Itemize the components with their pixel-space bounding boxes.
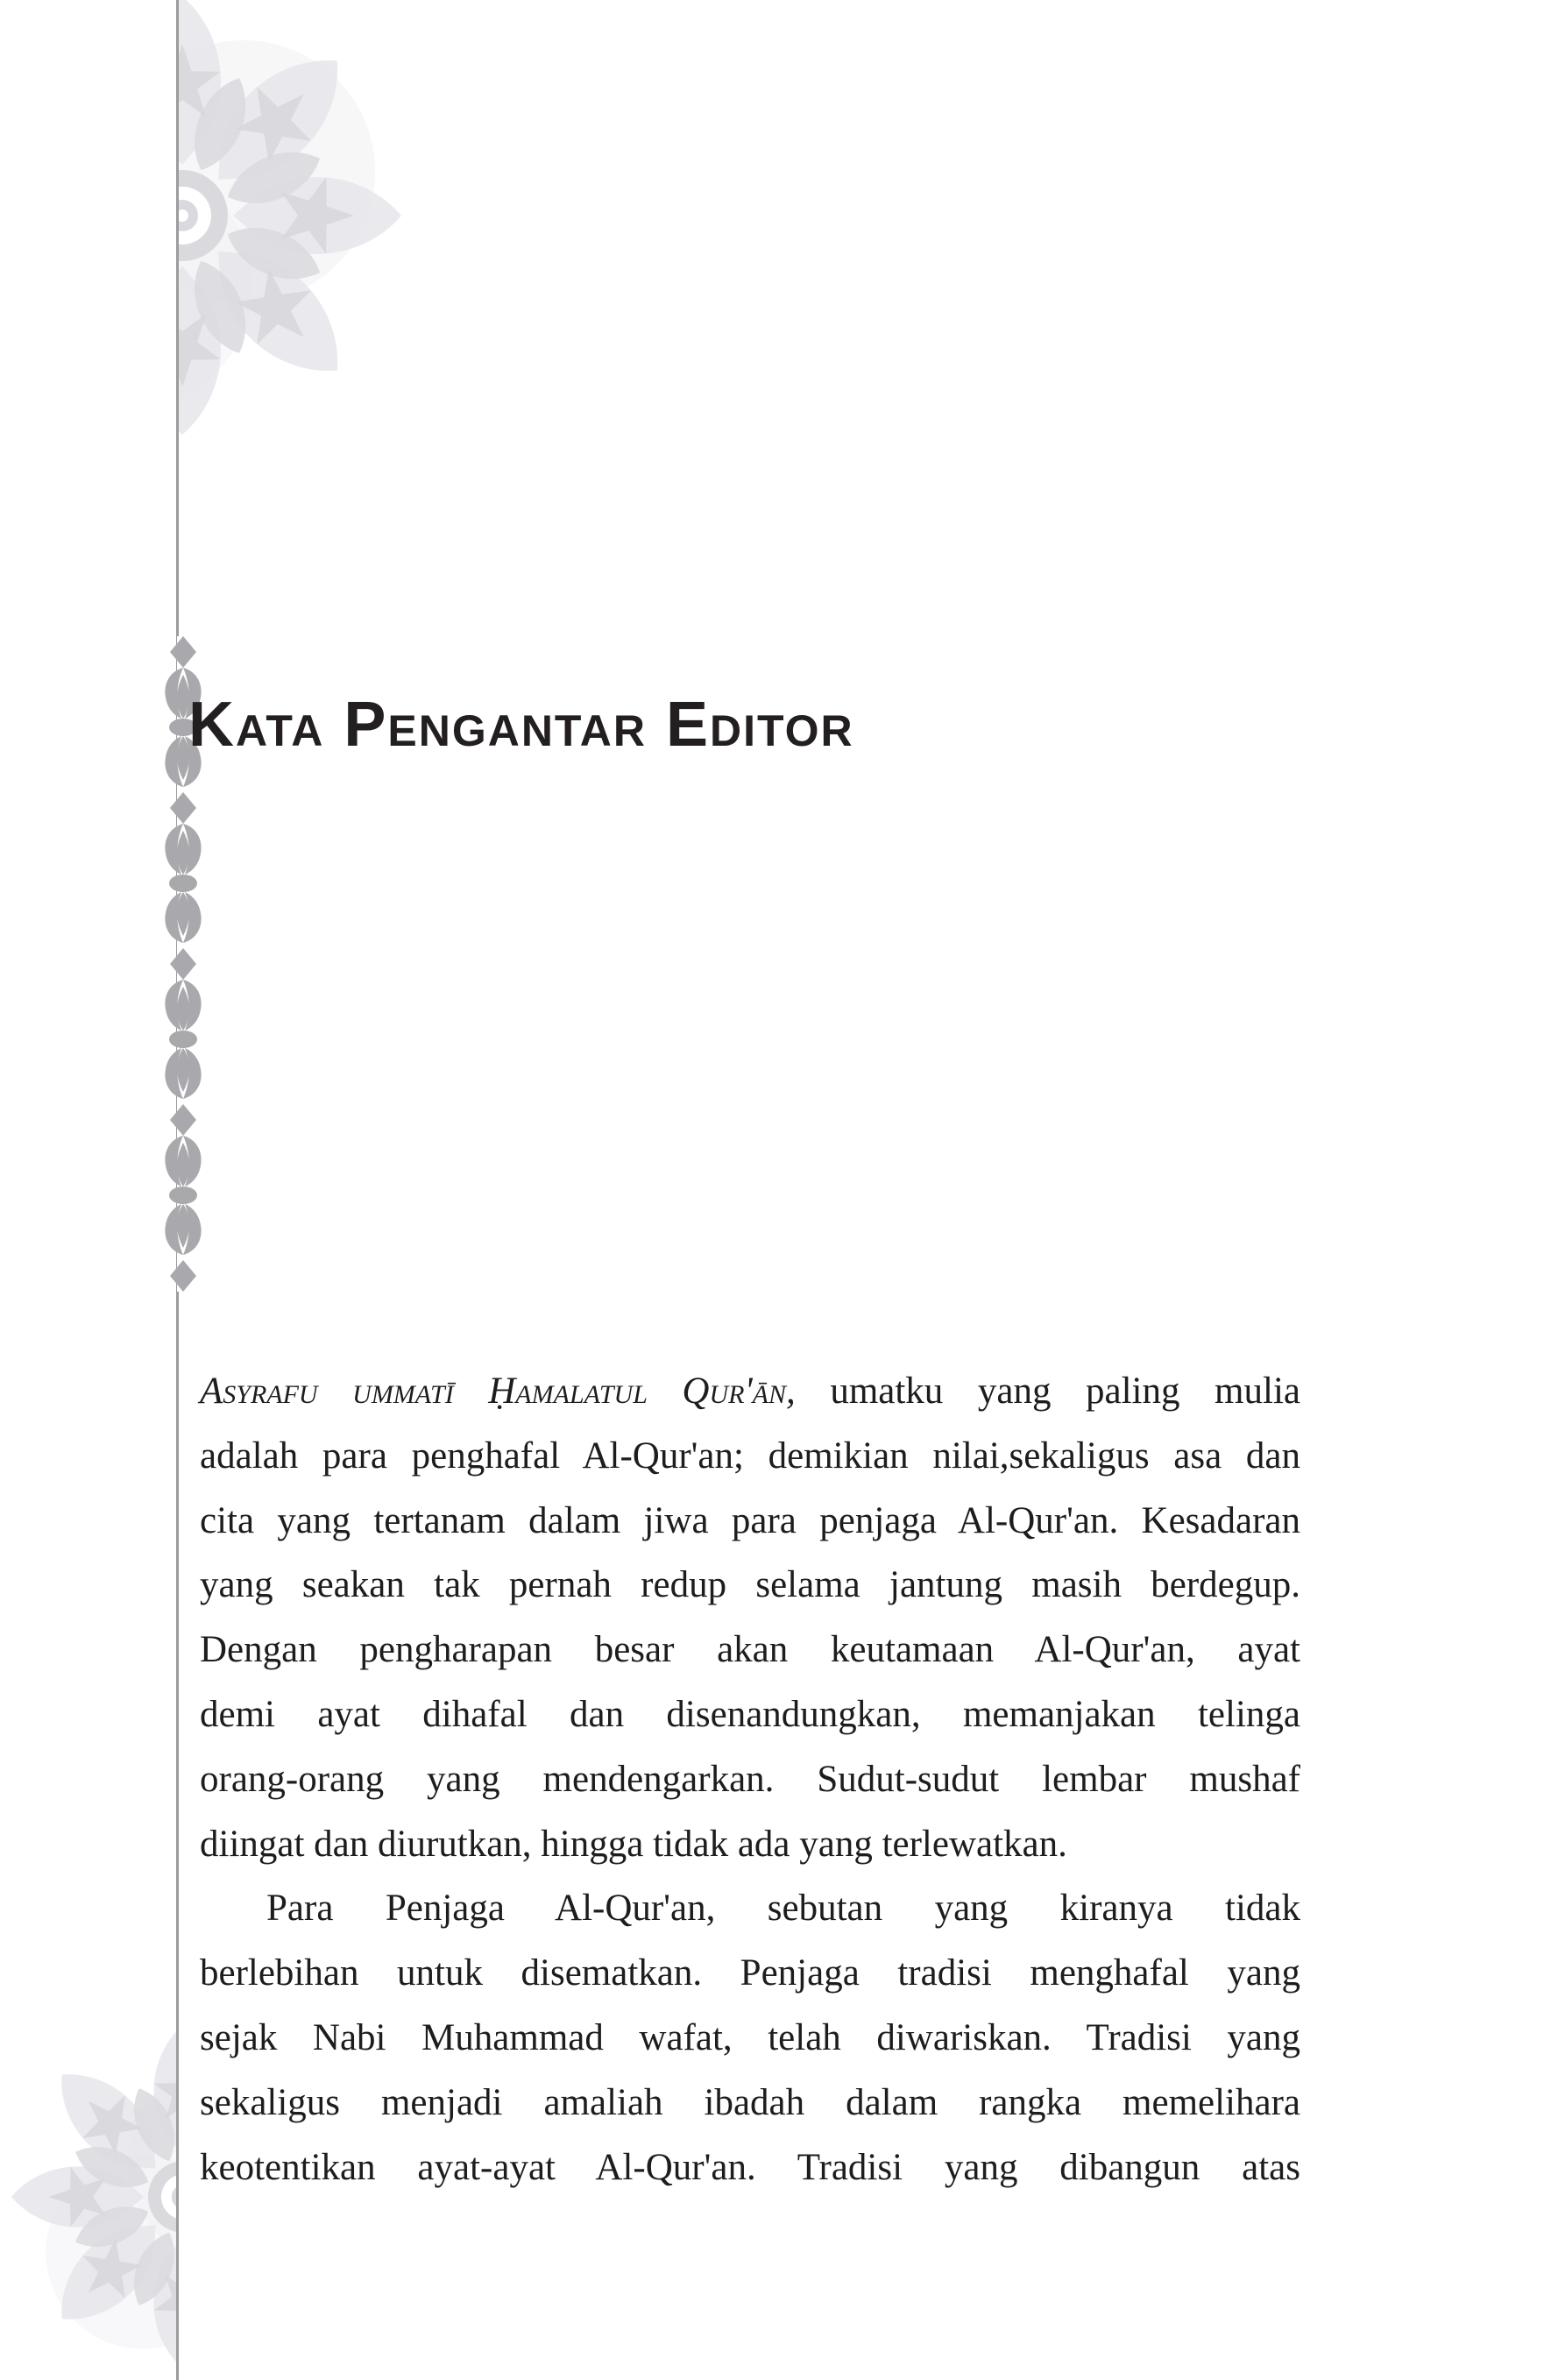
arabic-quote-phrase: Asyrafu ummatī Ḥamalatul Qur'ān,: [200, 1371, 796, 1412]
text-line: yang seakan tak pernah redup selama jantung masih berdegup.: [200, 1564, 1300, 1606]
body-text: [200, 1359, 1300, 2199]
text-line: adalah para penghafal Al-Qur'an; demikian nilai,sekaligus asa dan: [200, 1434, 1300, 1477]
text-line: cita yang tertanam dalam jiwa para penjaga Al-Qur'an. Kesadaran: [200, 1499, 1300, 1541]
text-line: demi ayat dihafal dan disenandungkan, memanjakan telinga: [200, 1693, 1300, 1735]
text-line: sejak Nabi Muhammad wafat, telah diwariskan. Tradisi yang: [200, 2016, 1300, 2058]
text-line: orang-orang yang mendengarkan. Sudut-sudut lembar mushaf: [200, 1758, 1300, 1800]
text-line: [200, 1359, 1300, 1424]
text-line: berlebihan untuk disematkan. Penjaga tradisi menghafal yang: [200, 1952, 1300, 1994]
text-line: Para Penjaga Al-Qur'an, sebutan yang kiranya tidak: [266, 1888, 1300, 1930]
text-line: keotentikan ayat-ayat Al-Qur'an. Tradisi yang dibangun atas: [200, 2146, 1300, 2188]
text-line: Dengan pengharapan besar akan keutamaan Al-Qur'an, ayat: [200, 1629, 1300, 1671]
text-line: diingat dan diurutkan, hingga tidak ada yang terlewatkan.: [200, 1823, 1067, 1865]
floral-mandala-ornament-top-icon: [179, 0, 414, 457]
text-line-rest: umatku yang paling mulia: [795, 1371, 1300, 1412]
floral-mandala-ornament-bottom-icon: [0, 2015, 176, 2380]
page-title: Kata Pengantar Editor: [188, 690, 854, 760]
text-line: sekaligus menjadi amaliah ibadah dalam rangka memelihara: [200, 2081, 1300, 2123]
